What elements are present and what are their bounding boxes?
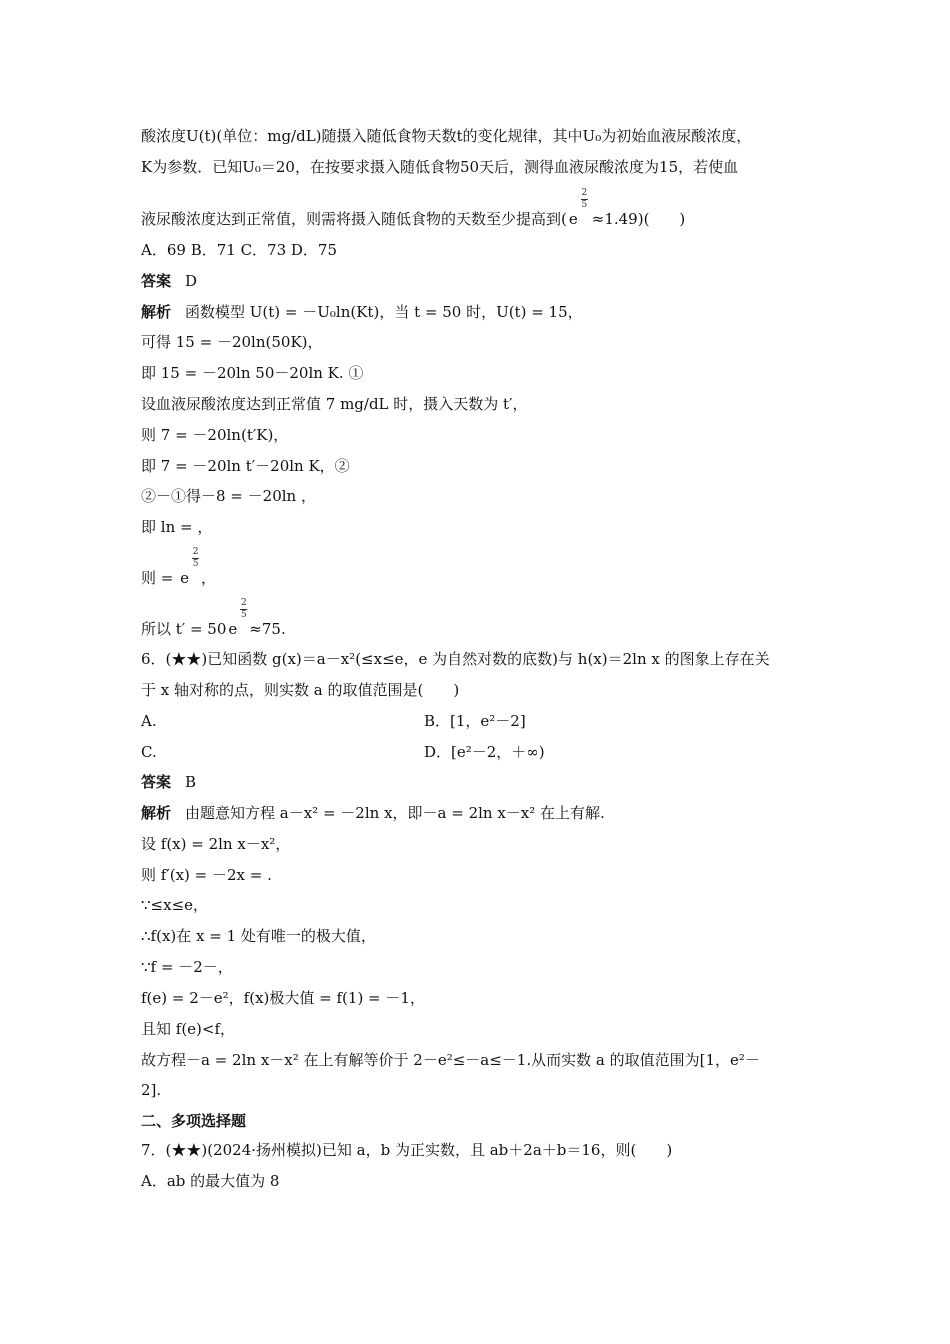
euler-e: e: [180, 569, 189, 587]
problem5-text-line3: [141, 188, 686, 229]
solution5-line9: [141, 547, 217, 588]
solution5-line2: 可得 15 = －20ln(50K)，: [141, 333, 323, 351]
solution5-line6: 即 7 = －20ln t′－20ln K，②: [141, 457, 350, 475]
solution5-line7: ②－①得－8 = －20ln ，: [141, 487, 316, 505]
solution6-line8: 且知 f(e)<f，: [141, 1020, 236, 1038]
solution6-line6: ∵f = －2－，: [141, 958, 233, 976]
solution-label: 解析: [141, 804, 172, 822]
solution6-line1: [141, 803, 605, 823]
solution5-line4: 设血液尿酸浓度达到正常值 7 mg/dL 时，摄入天数为 t′，: [141, 395, 528, 413]
solution-label: 解析: [141, 303, 172, 321]
solution6-line5: ∴f(x)在 x = 1 处有唯一的极大值，: [141, 927, 376, 945]
solution5-line1: [141, 302, 583, 322]
problem5-text-line3-start: 液尿酸浓度达到正常值，则需将摄入随低食物的天数至少提高到(: [141, 210, 567, 228]
fraction-numerator: 2: [581, 188, 588, 198]
solution5-line10-end: ≈75.: [249, 620, 286, 638]
problem6-line2: 于 x 轴对称的点，则实数 a 的取值范围是( ): [141, 681, 460, 699]
solution5-line9-end: ，: [201, 569, 217, 587]
problem6-option-c: C.: [141, 743, 157, 761]
euler-e: e: [228, 620, 238, 638]
solution5-line10: [141, 598, 286, 639]
answer6-value: B: [185, 773, 197, 791]
solution6-line9: 故方程－a = 2ln x－x² 在上有解等价于 2－e²≤－a≤－1.从而实数 a 的取值范围为[1，e²－: [141, 1051, 760, 1069]
fraction-numerator: 2: [192, 547, 199, 557]
fraction-numerator: 2: [241, 598, 247, 608]
solution6-line7: f(e) = 2－e²，f(x)极大值 = f(1) = －1，: [141, 989, 425, 1007]
exp-two-fifths-formula: [568, 188, 588, 229]
problem6-option-a: A.: [141, 712, 157, 730]
exp-two-fifths-final: [228, 598, 247, 639]
problem6-option-d: D．[e²－2，＋∞): [424, 743, 545, 761]
solution5-line9-start: 则 =: [141, 569, 179, 587]
fraction-denominator: 5: [241, 610, 247, 620]
fraction-denominator: 5: [581, 200, 588, 210]
section-heading-multiple-choice: 二、多项选择题: [141, 1112, 247, 1130]
fraction-denominator: 5: [192, 559, 199, 569]
solution5-line3: 即 15 = －20ln 50－20ln K. ①: [141, 364, 364, 382]
answer-label: 答案: [141, 272, 172, 290]
problem7-option-a: A．ab 的最大值为 8: [141, 1172, 280, 1190]
answer5-line: [141, 271, 197, 291]
solution6-line10: 2].: [141, 1081, 162, 1099]
problem6-line1: 6．(★★)已知函数 g(x)＝a－x²(≤x≤e，e 为自然对数的底数)与 h(x)＝2ln x 的图象上存在关: [141, 650, 770, 668]
solution5-text1: 函数模型 U(t) = －U₀ln(Kt)，当 t = 50 时，U(t) = 15，: [185, 303, 583, 321]
problem5-options: A．69 B．71 C．73 D．75: [141, 241, 338, 259]
solution5-line5: 则 7 = －20ln(t′K)，: [141, 426, 289, 444]
exp-two-fifths-result: [180, 547, 199, 588]
solution6-line4: ∵≤x≤e，: [141, 896, 209, 914]
solution5-line8: 即 ln = ，: [141, 518, 213, 536]
solution6-line2: 设 f(x) = 2ln x－x²，: [141, 835, 291, 853]
euler-e: e: [568, 210, 578, 228]
answer-label: 答案: [141, 773, 172, 791]
problem5-text-line3-end: ≈1.49)( ): [591, 210, 686, 228]
problem7-line1: 7．(★★)(2024·扬州模拟)已知 a，b 为正实数，且 ab＋2a＋b＝16，则( ): [141, 1141, 673, 1159]
problem5-text-line2: K为参数．已知U₀＝20，在按要求摄入随低食物50天后，测得血液尿酸浓度为15，若使血: [141, 158, 739, 176]
solution5-line10-start: 所以 t′ = 50: [141, 620, 227, 638]
answer6-line: [141, 772, 196, 792]
problem6-option-b: B．[1，e²－2]: [424, 712, 526, 730]
problem5-text-line1: 酸浓度U(t)(单位：mg/dL)随摄入随低食物天数t的变化规律，其中U₀为初始血液尿酸浓度，: [141, 127, 752, 145]
answer5-value: D: [185, 272, 198, 290]
solution6-text1: 由题意知方程 a－x² = －2ln x，即－a = 2ln x－x² 在上有解.: [185, 804, 605, 822]
solution6-line3: 则 f′(x) = －2x = .: [141, 866, 272, 884]
